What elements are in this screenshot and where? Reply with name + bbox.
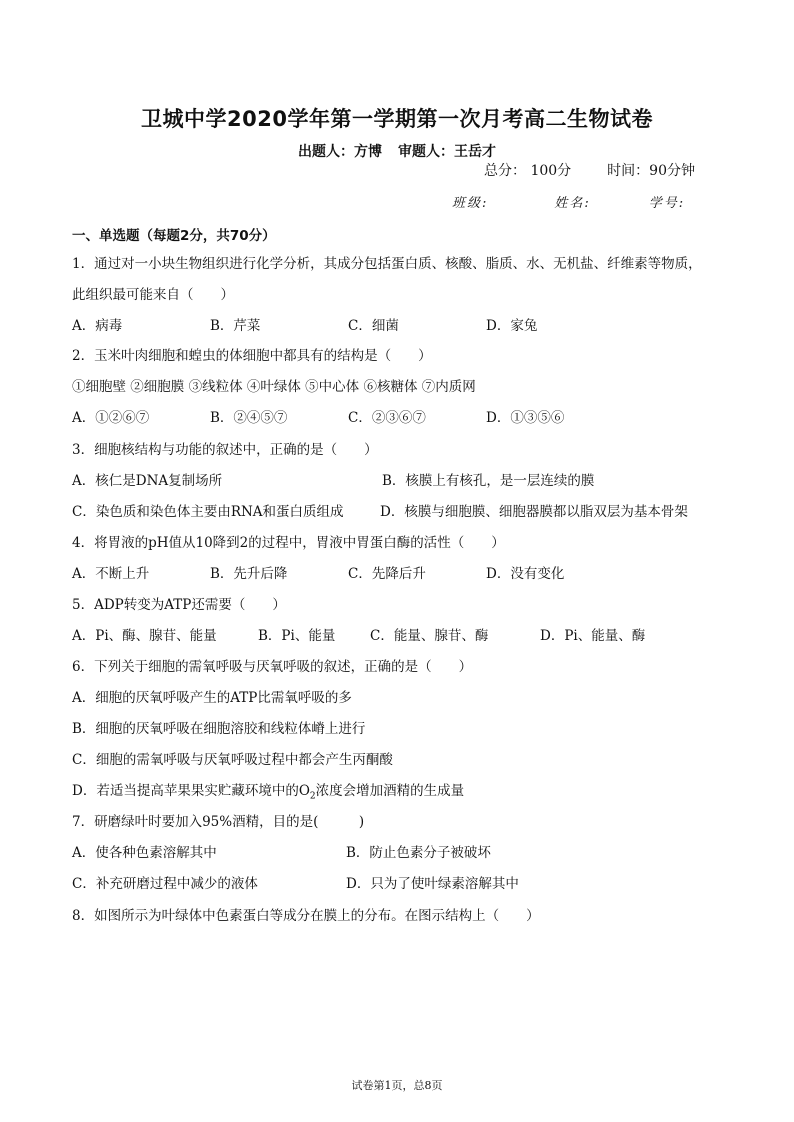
question-7-stem: 7．研磨绿叶时要加入95%酒精，目的是( ) [72,814,365,830]
page-footer: 试卷第1页，总8页 [351,1079,443,1092]
question-3-option-d: D．核膜与细胞膜、细胞器膜都以脂双层为基本骨架 [380,504,688,520]
question-1-option-c: C．细菌 [348,318,399,334]
question-5-option-c: C．能量、腺苷、酶 [370,628,489,644]
question-6-option-b: B．细胞的厌氧呼吸在细胞溶胶和线粒体嵴上进行 [72,721,366,737]
number-label: 学号: [648,196,686,211]
question-7-option-c: C．补充研磨过程中减少的液体 [72,876,258,892]
question-5-option-d: D．Pi、能量、酶 [540,628,646,644]
question-6-option-d-part-2: 浓度会增加酒精的生成量 [315,783,465,799]
author: 出题人：方博 [298,144,382,160]
question-4-stem: 4．将胃液的pH值从10降到2的过程中，胃液中胃蛋白酶的活性（ ） [72,535,505,551]
reviewer: 审题人：王岳才 [398,144,496,160]
question-1-stem-line-1: 1．通过对一小块生物组织进行化学分析，其成分包括蛋白质、核酸、脂质、水、无机盐、纤维素等物质， [72,256,702,272]
question-1-option-a: A．病毒 [72,318,123,334]
question-1-option-d: D．家兔 [486,318,538,334]
author-line [0,141,794,161]
question-2-option-a: A．①②⑥⑦ [72,410,150,426]
total-score: 总分： 100分 [484,163,572,179]
page-title: 卫城中学2020学年第一学期第一次月考高二生物试卷 [141,107,653,131]
exam-time: 时间：90分钟 [607,163,695,179]
section-heading: 一、单选题（每题2分，共70分） [72,228,276,244]
question-1-stem-line-2: 此组织最可能来自（ ） [72,287,234,303]
question-2-option-b: B．②④⑤⑦ [210,410,288,426]
oxygen-subscript: 2 [309,791,316,802]
name-label: 姓名: [554,196,591,211]
question-5-option-b: B．Pi、能量 [258,628,336,644]
question-2-option-d: D．①③⑤⑥ [486,410,565,426]
score-time-line [484,160,695,180]
question-6-option-d [72,779,464,802]
question-3-stem: 3．细胞核结构与功能的叙述中，正确的是（ ） [72,442,378,458]
question-4-option-a: A．不断上升 [72,566,150,582]
question-3-option-b: B．核膜上有核孔，是一层连续的膜 [382,473,595,489]
question-5-stem: 5．ADP转变为ATP还需要（ ） [72,597,286,613]
question-1-option-b: B．芹菜 [210,318,261,334]
question-6-option-a: A．细胞的厌氧呼吸产生的ATP比需氧呼吸的多 [72,690,352,706]
question-5-option-a: A．Pi、酶、腺苷、能量 [72,628,217,644]
class-label: 班级: [452,196,489,211]
question-2-stem: 2．玉米叶肉细胞和蝗虫的体细胞中都具有的结构是（ ） [72,348,432,364]
question-3-option-c: C．染色质和染色体主要由RNA和蛋白质组成 [72,504,344,520]
student-info-line [452,192,685,211]
question-7-option-d: D．只为了使叶绿素溶解其中 [346,876,519,892]
question-2-choices: ①细胞壁 ②细胞膜 ③线粒体 ④叶绿体 ⑤中心体 ⑥核糖体 ⑦内质网 [72,379,476,395]
question-6-option-c: C．细胞的需氧呼吸与厌氧呼吸过程中都会产生丙酮酸 [72,752,393,768]
question-7-option-b: B．防止色素分子被破坏 [346,845,491,861]
question-3-option-a: A．核仁是DNA复制场所 [72,473,223,489]
question-4-option-b: B．先升后降 [210,566,288,582]
question-6-stem: 6．下列关于细胞的需氧呼吸与厌氧呼吸的叙述，正确的是（ ） [72,659,473,675]
question-4-option-c: C．先降后升 [348,566,426,582]
question-6-option-d-part-1: D．若适当提高苹果果实贮藏环境中的O [72,783,310,799]
question-2-option-c: C．②③⑥⑦ [348,410,426,426]
question-8-stem: 8．如图所示为叶绿体中色素蛋白等成分在膜上的分布。在图示结构上（ ） [72,908,540,924]
question-7-option-a: A．使各种色素溶解其中 [72,845,217,861]
question-4-option-d: D．没有变化 [486,566,565,582]
